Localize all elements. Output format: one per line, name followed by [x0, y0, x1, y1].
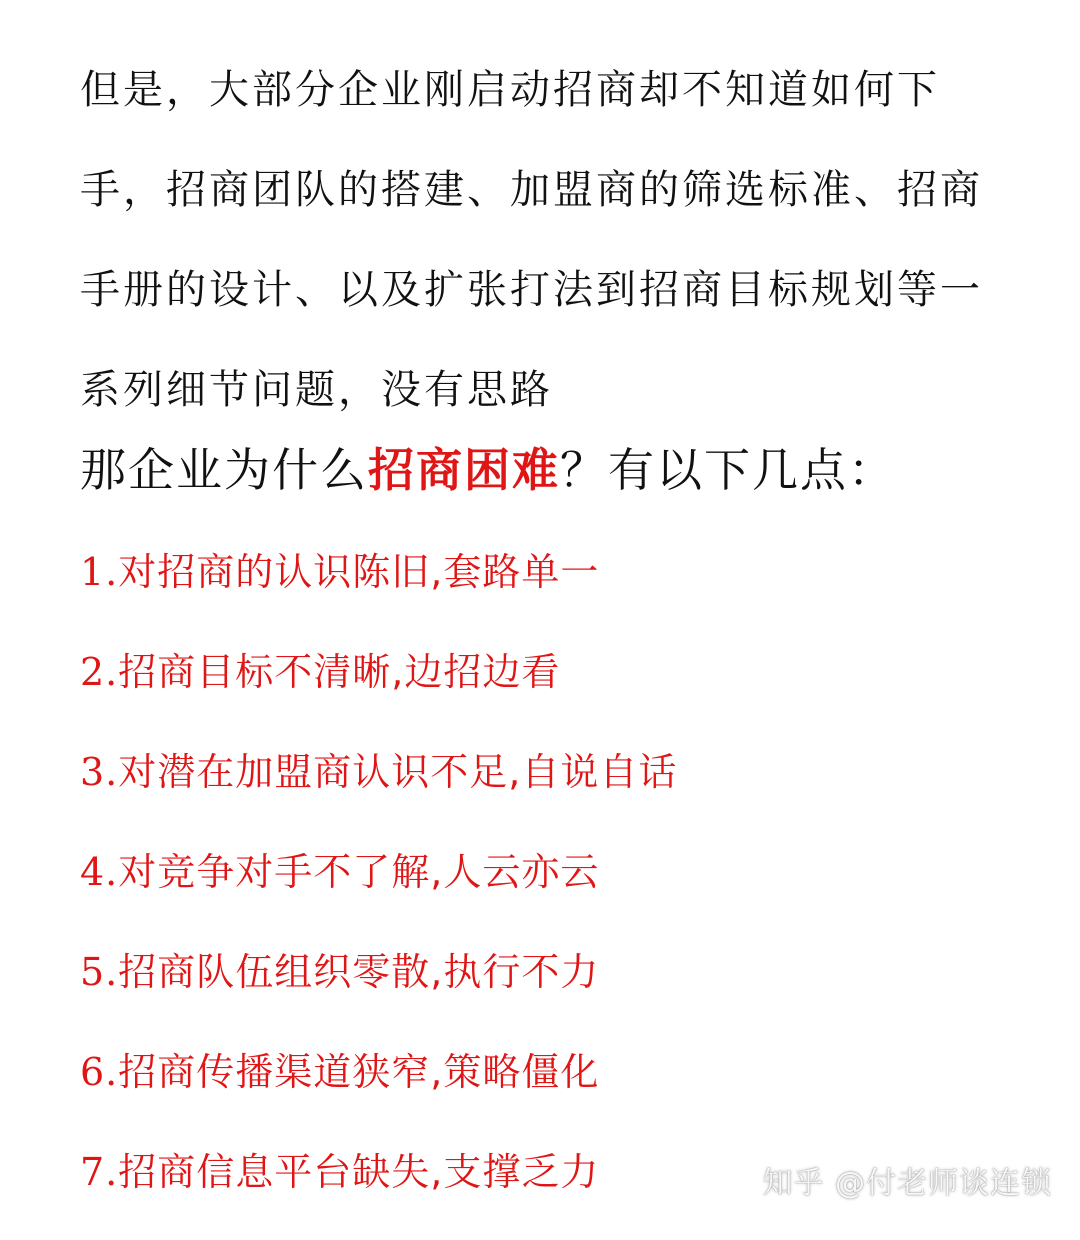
reason-item: [80, 740, 677, 840]
question-heading: [80, 438, 1040, 502]
intro-paragraph: 但是，大部分企业刚启动招商却不知道如何下手，招商团队的搭建、加盟商的筛选标准、招商手册的设计、以及扩张打法到招商目标规划等一系列细节问题，没有思路: [80, 67, 983, 413]
reason-number: 4.: [80, 850, 119, 894]
question-suffix: ？有以下几点：: [560, 443, 896, 497]
reason-text: 招商传播渠道狭窄,策略僵化: [118, 1050, 600, 1094]
reason-number: 5.: [80, 950, 119, 994]
reason-number: 3.: [80, 750, 119, 794]
reason-item: [80, 540, 677, 640]
question-emphasis: 招商困难: [368, 443, 560, 497]
reason-item: [80, 1140, 677, 1240]
reason-number: 2.: [80, 650, 119, 694]
reason-number: 6.: [80, 1050, 119, 1094]
reason-item: [80, 840, 677, 940]
reason-text: 对潜在加盟商认识不足,自说自话: [118, 750, 678, 794]
reason-item: [80, 940, 677, 1040]
reason-item: [80, 640, 677, 740]
zhihu-watermark: 知乎 @付老师谈连锁: [762, 1166, 1052, 1201]
reason-text: 对竞争对手不了解,人云亦云: [118, 850, 600, 894]
reason-item: [80, 1040, 677, 1140]
reason-text: 招商信息平台缺失,支撑乏力: [118, 1150, 600, 1194]
reason-text: 对招商的认识陈旧,套路单一: [118, 550, 600, 594]
reason-number: 1.: [80, 550, 119, 594]
reasons-list: [80, 540, 677, 1240]
reason-text: 招商目标不清晰,边招边看: [118, 650, 561, 694]
reason-text: 招商队伍组织零散,执行不力: [118, 950, 600, 994]
reason-number: 7.: [80, 1150, 119, 1194]
question-prefix: 那企业为什么: [80, 443, 368, 497]
